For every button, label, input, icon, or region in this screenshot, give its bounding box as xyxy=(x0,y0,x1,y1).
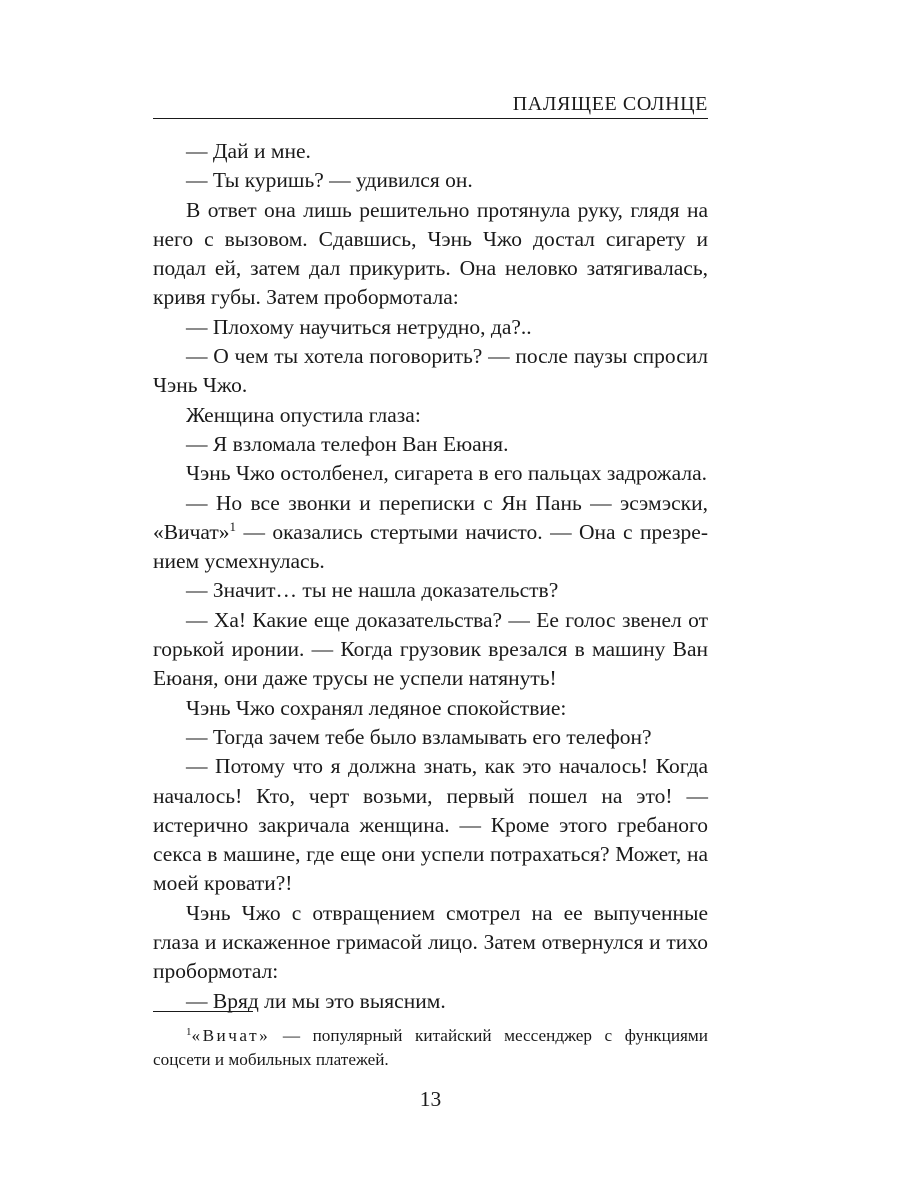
paragraph: — О чем ты хотела поговорить? — после паузы спросил Чэнь Чжо. xyxy=(153,344,708,398)
paragraph: Чэнь Чжо сохранял ледяное спокойствие: xyxy=(186,695,567,720)
paragraph: — Дай и мне. xyxy=(186,139,311,163)
footnote-term: «Вичат» xyxy=(191,1026,271,1045)
paragraph: — Я взломала телефон Ван Еюаня. xyxy=(186,431,509,456)
footnote-ref: 1 xyxy=(229,518,237,534)
paragraph: — Потому что я должна знать, как это началось! Когда началось! Кто, черт возьми, первый пошел на это! — истерично закричала женщина. — Кроме этого гребаного секса в машине, где еще они успели потрахаться? Может, на моей кровати?! xyxy=(153,754,708,896)
paragraph-part: — оказались стертыми начисто. — Она с презрением усмехнулась. xyxy=(153,519,709,574)
paragraph: — Вряд ли мы это выясним. xyxy=(186,988,446,1013)
paragraph: — Ты куришь? — удивился он. xyxy=(186,168,473,193)
body-text xyxy=(153,137,708,1016)
paragraph: Женщина опустила глаза: xyxy=(186,402,421,427)
page-number: 13 xyxy=(419,1087,442,1111)
running-title: ПАЛЯЩЕЕ СОЛНЦЕ xyxy=(512,93,708,115)
paragraph: — Ха! Какие еще доказательства? — Ее голос звенел от горькой иронии. — Когда грузовик врезался в машину Ван Еюаня, они даже трусы не успели натянуть! xyxy=(153,607,708,691)
paragraph-part: — Но все звонки и переписки с Ян Пань — эсэмэски, «Вичат» xyxy=(153,490,708,544)
paragraph: Чэнь Чжо с отвращением смотрел на ее выпученные глаза и искаженное гримасой лицо. Затем отвернулся и тихо пробормотал: xyxy=(153,900,708,984)
footnote-paragraph xyxy=(153,1024,708,1072)
paragraph: — Значит… ты не нашла доказательств? xyxy=(186,578,559,603)
paragraph: — Тогда зачем тебе было взламывать его телефон? xyxy=(186,724,652,749)
paragraph-with-footnote-ref xyxy=(153,489,708,577)
paragraph: — Плохому научиться нетрудно, да?.. xyxy=(186,314,532,339)
paragraph: Чэнь Чжо остолбенел, сигарета в его пальцах задрожала. xyxy=(186,461,708,486)
running-head xyxy=(153,92,708,119)
footnote-rule xyxy=(153,1011,253,1012)
footnote xyxy=(153,1024,708,1072)
footnote-text: — популярный китайский мессенджер с функциями соцсети и мобильных платежей. xyxy=(153,1026,708,1069)
paragraph: В ответ она лишь решительно протянула руку, глядя на него с вызовом. Сдавшись, Чэнь Чжо достал сигарету и подал ей, затем дал прикурить. Она неловко затягивалась, кривя губы. Затем пробормотала: xyxy=(153,197,708,310)
footnote-marker: 1 xyxy=(186,1026,192,1038)
